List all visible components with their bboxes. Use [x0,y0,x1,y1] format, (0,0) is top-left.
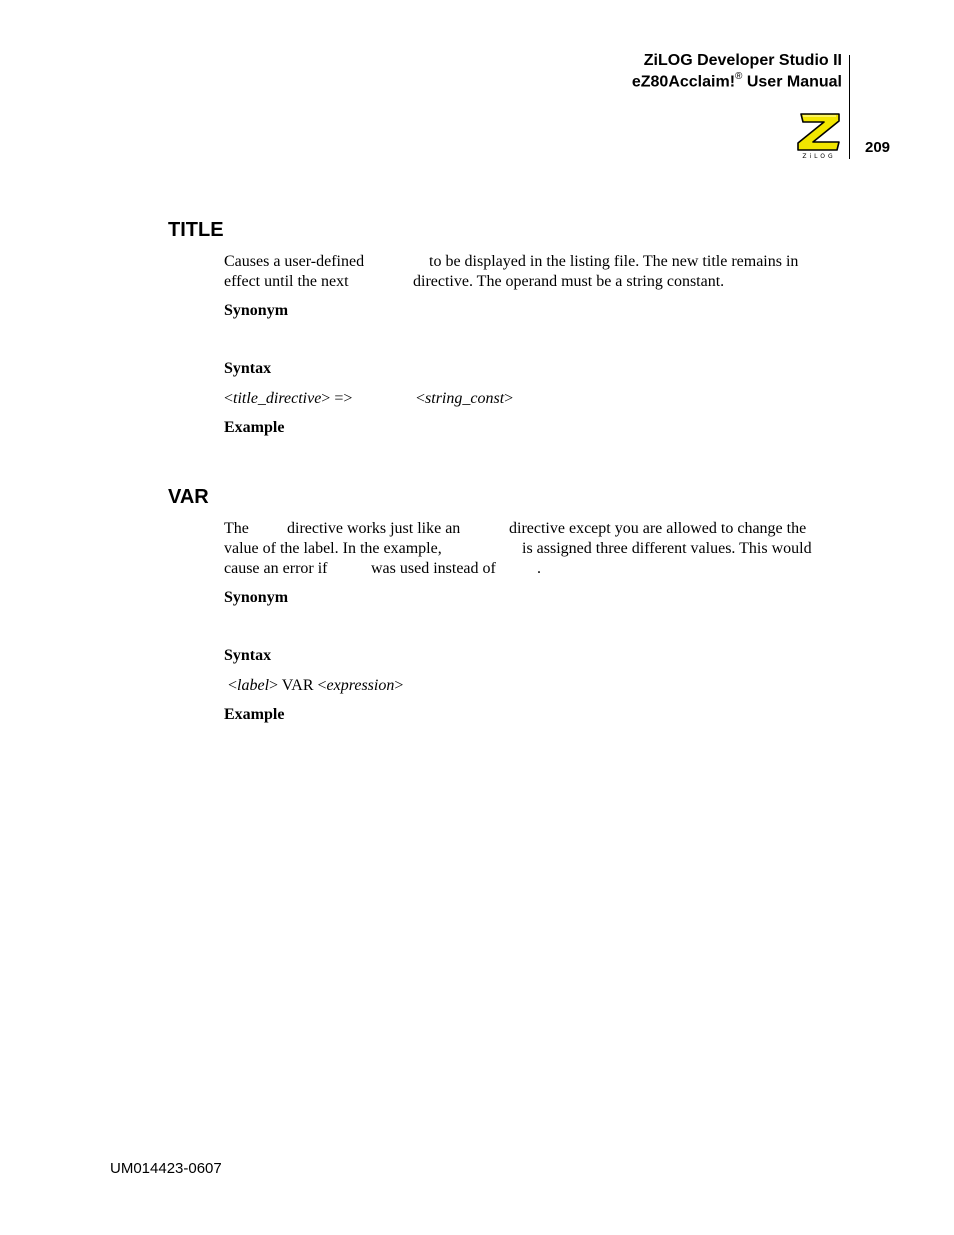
section-heading-title: TITLE [168,219,224,241]
syntax-term-title-directive: title_directive [233,390,322,407]
var-desc-line3a: cause an error if [224,560,328,577]
var-desc-line2b: is assigned three different values. This would [522,540,812,557]
var-desc-line3b: was used instead of [371,560,496,577]
var-desc-line2a: value of the label. In the example, [224,540,442,557]
subtitle-tail: User Manual [742,73,842,91]
var-desc-line1b: directive works just like an [287,520,461,537]
syntax-lt: < [228,677,238,694]
product-name: eZ80Acclaim! [631,73,736,91]
title-syntax-label: Syntax [224,360,272,377]
registered-mark: ® [735,71,743,82]
title-example-label: Example [224,419,285,436]
title-syntax-rule-right [416,389,513,409]
syntax-lt: < [224,390,234,407]
syntax-lt: < [416,390,426,407]
section-heading-var: VAR [168,486,209,508]
title-desc-line1b: to be displayed in the listing file. The new title remains in [429,253,799,270]
zilog-z-icon [795,111,843,153]
var-syntax-rule [228,676,403,696]
syntax-term-expression: expression [326,677,395,694]
var-desc-line3c: . [537,560,541,577]
var-synonym-label: Synonym [224,589,289,606]
syntax-arrow: > => [321,390,353,407]
syntax-term-string-const: string_const [425,390,505,407]
manual-subtitle [632,72,842,91]
title-synonym-label: Synonym [224,302,289,319]
syntax-term-label: label [237,677,270,694]
title-syntax-rule-left [224,389,352,409]
var-desc-line1a: The [224,520,249,537]
title-desc-line1a: Causes a user-defined [224,253,365,270]
syntax-gt: > [504,390,514,407]
var-example-label: Example [224,706,285,723]
var-syntax-label: Syntax [224,647,272,664]
header-divider [849,55,850,159]
title-desc-line2b: directive. The operand must be a string constant. [413,273,725,290]
syntax-gt: > [394,677,404,694]
syntax-var-keyword: > VAR < [269,677,327,694]
page-number: 209 [865,139,891,156]
document-id: UM014423-0607 [110,1160,222,1177]
title-desc-line2a: effect until the next [224,273,349,290]
manual-title: ZiLOG Developer Studio II [643,52,842,69]
var-desc-line1c: directive except you are allowed to change the [509,520,807,537]
zilog-logo [795,111,843,163]
logo-wordmark: ZiLOG [802,153,836,160]
